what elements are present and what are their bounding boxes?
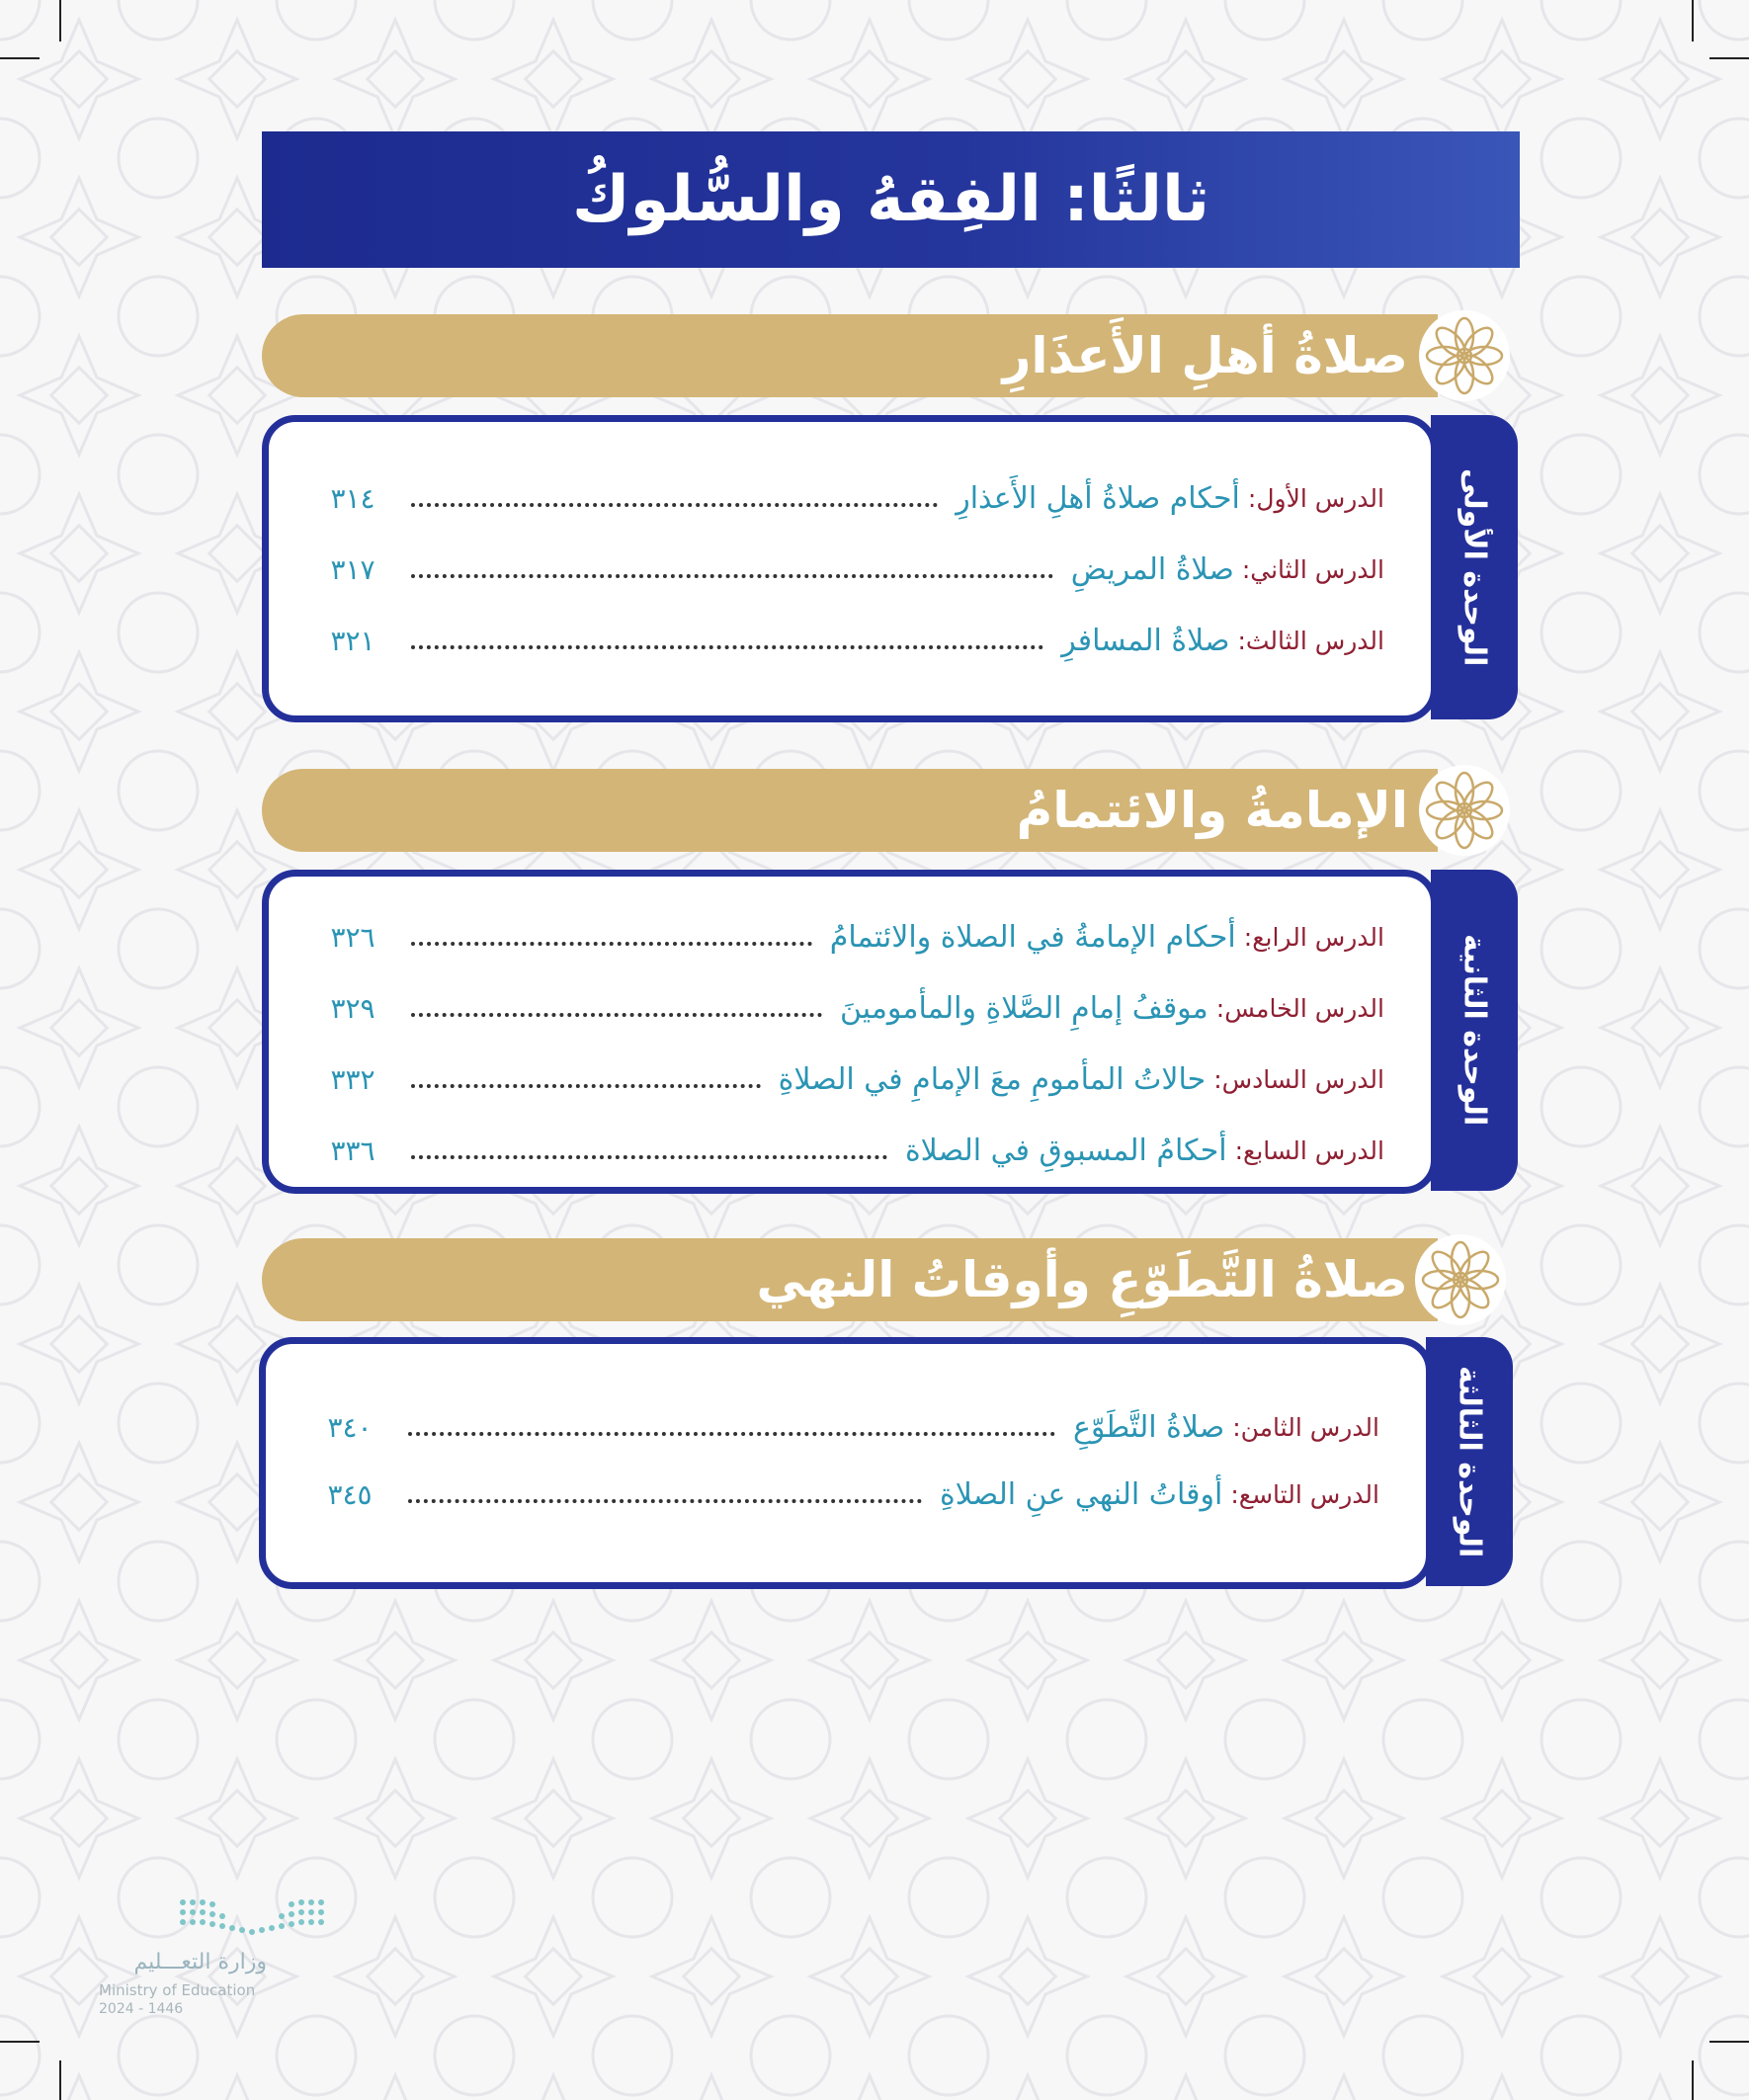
page-number: ٣٤٠ bbox=[327, 1410, 373, 1444]
lessons-box-2 bbox=[262, 870, 1438, 1194]
lesson-label: الدرس الرابع bbox=[1252, 922, 1384, 952]
crop-mark bbox=[59, 0, 61, 42]
title-banner bbox=[262, 131, 1520, 268]
crop-mark bbox=[59, 2060, 61, 2100]
ministry-name-english: Ministry of Education bbox=[99, 1981, 256, 1999]
lesson-label: الدرس الخامس bbox=[1224, 993, 1384, 1023]
lesson-colon: : bbox=[1213, 1064, 1222, 1094]
ministry-name-arabic: وزارة التعـــليم bbox=[133, 1950, 267, 1974]
lesson-colon: : bbox=[1234, 1135, 1244, 1165]
lesson-label: الدرس الثاني bbox=[1250, 554, 1384, 584]
crop-mark bbox=[0, 57, 40, 59]
lesson-title: صلاةُ التَّطَوّعِ bbox=[1073, 1409, 1225, 1445]
leader-dots bbox=[411, 1013, 822, 1017]
lesson-row[interactable] bbox=[269, 473, 1431, 523]
lesson-title: أوقاتُ النهي عنِ الصلاةِ bbox=[939, 1476, 1223, 1512]
lesson-label: الدرس السابع bbox=[1243, 1135, 1384, 1165]
lesson-label: الدرس الأول bbox=[1256, 483, 1384, 513]
lesson-label: الدرس التاسع bbox=[1238, 1479, 1379, 1509]
lesson-row[interactable] bbox=[266, 1402, 1426, 1452]
lesson-colon: : bbox=[1243, 922, 1253, 952]
page-title: ثالثًا: الفِقهُ والسُّلوكُ bbox=[571, 163, 1210, 236]
unit-tab-3 bbox=[1426, 1337, 1513, 1586]
crop-mark bbox=[1692, 2060, 1694, 2100]
ministry-logo-icon bbox=[173, 1892, 331, 1942]
leader-dots bbox=[408, 1499, 922, 1503]
page-number: ٣٢٩ bbox=[330, 991, 375, 1025]
leader-dots bbox=[411, 1084, 761, 1088]
leader-dots bbox=[408, 1432, 1055, 1436]
crop-mark bbox=[0, 2041, 40, 2043]
lesson-colon: : bbox=[1237, 626, 1246, 655]
leader-dots bbox=[411, 574, 1053, 578]
lesson-row[interactable] bbox=[269, 545, 1431, 594]
lesson-label: الدرس السادس bbox=[1221, 1064, 1384, 1094]
unit-header-3 bbox=[262, 1238, 1438, 1321]
edition-year: 2024 - 1446 bbox=[99, 2001, 184, 2017]
leader-dots bbox=[411, 1155, 887, 1159]
crop-mark bbox=[1709, 57, 1749, 59]
page-number: ٣١٧ bbox=[330, 552, 375, 586]
lesson-colon: : bbox=[1232, 1412, 1241, 1442]
lesson-title: أحكامُ المسبوقِ في الصلاة bbox=[904, 1133, 1227, 1168]
crop-mark bbox=[1709, 2041, 1749, 2043]
lessons-box-1 bbox=[262, 415, 1438, 722]
lesson-row[interactable] bbox=[266, 1470, 1426, 1519]
lesson-title: أحكام صلاةُ أهلِ الأَعذارِ bbox=[956, 480, 1240, 516]
lessons-box-3 bbox=[259, 1337, 1433, 1589]
lesson-title: صلاةُ المسافرِ bbox=[1061, 623, 1230, 658]
lesson-title: أحكام الإمامةُ في الصلاة والائتمامُ bbox=[829, 919, 1236, 955]
lesson-row[interactable] bbox=[269, 912, 1431, 962]
unit-title: صلاةُ أهلِ الأَعذَارِ bbox=[1002, 327, 1408, 384]
lesson-colon: : bbox=[1247, 483, 1257, 513]
lesson-label: الدرس الثامن bbox=[1240, 1412, 1379, 1442]
lesson-colon: : bbox=[1230, 1479, 1239, 1509]
unit-tab-label: الوحدة الثالثة bbox=[1452, 1365, 1487, 1558]
lesson-title: حالاتُ المأمومِ معَ الإمامِ في الصلاةِ bbox=[778, 1061, 1207, 1097]
lesson-row[interactable] bbox=[269, 983, 1431, 1033]
leader-dots bbox=[411, 942, 812, 946]
leader-dots bbox=[411, 645, 1043, 649]
lesson-row[interactable] bbox=[269, 1054, 1431, 1104]
unit-title: الإمامةُ والائتمامُ bbox=[1016, 782, 1408, 839]
page-number: ٣٣٢ bbox=[330, 1062, 375, 1096]
lesson-title: صلاةُ المريضِ bbox=[1070, 551, 1234, 587]
unit-title: صلاةُ التَّطَوّعِ وأوقاتُ النهي bbox=[756, 1251, 1408, 1308]
unit-tab-2 bbox=[1431, 870, 1518, 1191]
leader-dots bbox=[411, 503, 938, 507]
page-number: ٣٢١ bbox=[330, 624, 375, 657]
unit-header-2 bbox=[262, 769, 1438, 852]
lesson-row[interactable] bbox=[269, 1126, 1431, 1175]
unit-tab-1 bbox=[1431, 415, 1518, 719]
unit-header-1 bbox=[262, 314, 1438, 397]
flower-ornament-icon bbox=[1417, 763, 1512, 858]
page-number: ٣٤٥ bbox=[327, 1477, 373, 1511]
page-number: ٣٣٦ bbox=[330, 1134, 375, 1167]
crop-mark bbox=[1692, 0, 1694, 42]
unit-tab-label: الوحدة الأولى bbox=[1457, 467, 1492, 667]
lesson-title: موقفُ إمامِ الصَّلاةِ والمأمومينَ bbox=[839, 990, 1208, 1026]
lesson-colon: : bbox=[1241, 554, 1251, 584]
page-number: ٣١٤ bbox=[330, 481, 375, 515]
flower-ornament-icon bbox=[1413, 1232, 1508, 1327]
lesson-colon: : bbox=[1215, 993, 1225, 1023]
unit-tab-label: الوحدة الثانية bbox=[1457, 934, 1492, 1127]
lesson-label: الدرس الثالث bbox=[1245, 626, 1384, 655]
page-number: ٣٢٦ bbox=[330, 920, 375, 954]
lesson-row[interactable] bbox=[269, 616, 1431, 665]
flower-ornament-icon bbox=[1417, 308, 1512, 403]
